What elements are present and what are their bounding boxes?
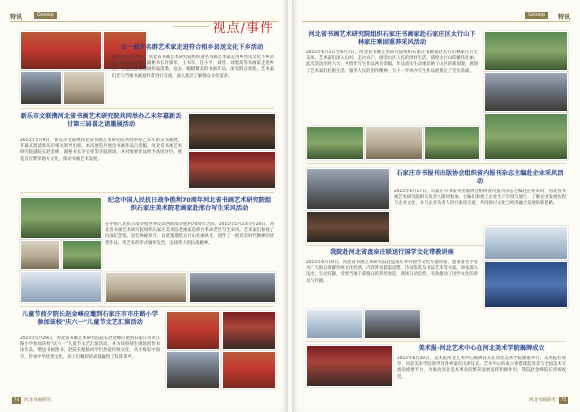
article1-photo-3 xyxy=(20,71,62,105)
article7-photo-4 xyxy=(364,309,421,339)
article8-photo-1 xyxy=(306,345,393,387)
article5-photo-2 xyxy=(484,72,568,112)
article4-photo-4 xyxy=(222,351,276,389)
article3-photo-5 xyxy=(105,272,187,303)
article6-title: 石家庄市书报刊出版协会组织省内报刊杂志主编赴企业采风活动 xyxy=(396,170,564,185)
right-header-bar xyxy=(302,12,570,22)
page-title: 视点/事件 xyxy=(213,17,274,36)
article5-title: 河北省书画艺术研究院组织石家庄书画家赴石家庄区太行山下林家庄乘固重养采风活动 xyxy=(308,31,476,46)
article5-photo-3 xyxy=(306,126,364,160)
right-section-label: 特讯 xyxy=(557,14,570,21)
article2-body: 2015年5月9日，新乐市文联携河北省书画艺术研究院共同举办乙未年新乐书画展，开幕式邀请新乐市相关领导出席。本次展览共展出书画作品百余幅，河北省书画艺术研究院副院长赵金峰、副秘书长李宝祥等亲临现场，并对参展作品给予高度评价，展览旨在繁荣地方文化，推动书画艺术发展。 xyxy=(20,138,182,162)
article7-photo-3 xyxy=(306,309,363,339)
article2-title: 新乐市文联携河北省书画艺术研究院共同举办乙未年嘉新丢甘第三届喜之诸墨展活动 xyxy=(20,113,182,128)
article4-title: 儿童节前夕院长赵金峰应邀到石家庄市市庄路小学参加该校"庆六一"儿童节文艺汇演活动 xyxy=(21,311,159,326)
article5-photo-5 xyxy=(424,126,480,160)
divider-4 xyxy=(306,163,566,164)
article8-body: 2015年6月20日，美术报河北艺术中心揭牌仪式在河北美术学院隆重举行。美术报社领导、河北美术学院领导及各界嘉宾出席仪式。艺术中心的成立将搭建起河北与全国美术交流的重要平台，为推动河北美术事业的繁荣发展发挥积极作用，我院赵金峰院长到场祝贺。 xyxy=(397,356,566,380)
article4-photo-1 xyxy=(166,311,220,350)
article1-photo-4 xyxy=(63,71,105,105)
article3-photo-6 xyxy=(189,272,276,303)
left-page-number: 74 xyxy=(13,398,20,403)
article8-title: 美术报·河北艺术中心在河北美术学院揭牌成立 xyxy=(418,345,545,352)
article6-photo-1 xyxy=(306,168,390,210)
article5-photo-4 xyxy=(365,126,423,160)
article3-photo-2 xyxy=(20,240,60,270)
article3-photo-4 xyxy=(20,271,102,303)
right-section-tag: Gossip xyxy=(525,12,548,19)
article5-photo-1 xyxy=(484,31,568,71)
article4-body: 2015年5月29日，河北省书画艺术研究院院长赵金峰应邀到石家庄市市庄路小学参加该校"庆六一"儿童节文艺汇演活动，并为该校师生现场创作书法作品，赠送书画图书。赵院长勉励同学们热爱传统文化，从小练好中国字，传承中华优秀文化，孩子们精彩的表演赢得了阵阵掌声。 xyxy=(20,336,160,360)
article2-photo-2 xyxy=(188,151,276,189)
article2-photo-1 xyxy=(188,113,276,150)
article6-photo-2 xyxy=(306,211,390,243)
divider-3 xyxy=(20,306,274,307)
left-section-tag: Gossip xyxy=(34,12,57,19)
article7-body: 2015年6月19日，河北省书画艺术研究院赴盘泉庄举办国学文化专题讲座，邀请著名学者为广大群众讲解传统文化经典，内容涉及儒家思想、诗词鉴赏及书法艺术等方面。讲座深入浅出，生动有趣，受到当地干部群众的热烈欢迎，现场互动热烈，有效推动了国学文化的普及与传播。 xyxy=(306,260,478,284)
left-footer xyxy=(12,397,51,404)
article3-body: 在中国人民抗日战争暨世界反法西斯战争胜利70周年之际，2015年5月23日至24日，河北省书画艺术研究院组织石家庄美术院老画家赴邢台革命老区写生采风。艺术家们参观了抗战纪念馆，追忆峥嵘岁月，以笔墨描绘太行山壮丽风光，创作了一批具有时代精神的优秀作品，用艺术的形式缅怀先烈，弘扬伟大的抗战精神。 xyxy=(105,222,274,246)
divider-2 xyxy=(20,192,274,193)
article5-photo-6 xyxy=(484,113,568,160)
article3-title: 纪念中国人民抗日战争胜利70周年河北省书画艺术研究院组织石家庄美术院老画家赴邢台写生采风活动 xyxy=(107,197,272,212)
article1-body: 2015年4月29日，河北省书画艺术研究院组织著名书画艺术家走进乡县送文化下乡活动。院长赵金峰、副秘书长许旗军、王书军、任小平、刘营、刘增高等书画家走进乡县，为基层群众现场挥毫泼墨，送去一幅幅精美的书画作品，深受群众欢迎。艺术家们还与当地书画爱好者进行交流，深入基层了解群众文化需求。 xyxy=(112,55,274,79)
left-page xyxy=(0,0,288,412)
article7-photo-2 xyxy=(484,261,568,308)
left-footer-text: 河北书画研究 xyxy=(24,398,51,403)
article4-photo-3 xyxy=(166,351,220,389)
divider-1 xyxy=(20,108,274,109)
article7-title: 我院赴河北省盘泉庄联送行国学文化带教讲座 xyxy=(330,249,454,256)
right-page-number: 75 xyxy=(560,398,567,403)
divider-6 xyxy=(306,341,566,342)
article3-photo-1 xyxy=(20,197,102,239)
right-page xyxy=(292,0,580,412)
article7-photo-1 xyxy=(484,226,568,260)
right-footer-text: 河北书画研究 xyxy=(529,398,556,403)
article3-photo-3 xyxy=(62,240,102,270)
article1-title: 五一前夕名群艺术家走进符合相乡县送文化下乡活动 xyxy=(120,44,264,51)
right-footer xyxy=(529,397,568,404)
left-section-label: 特讯 xyxy=(10,14,23,21)
article1-photo-1 xyxy=(20,31,102,70)
article5-body: 2015年6月2日至6月7日，河北省书画艺术研究院组织石家庄书画家赴太行山林家庄写生采风。艺术家们深入山村，走访农户，感受山区人民的淳朴生活，描绘太行山的雄伟壮丽。此次活动历时六天，共创作写生作品两百余幅，作品真实生动地反映了山区的新面貌，展现了艺术家们扎根生活、服务人民的创作精神，为下一步举办写生作品展奠定了坚实基础。 xyxy=(306,50,478,74)
article4-photo-2 xyxy=(222,311,276,350)
article6-body: 2015年6月17日，石家庄市书报刊出版协会组织省内报刊杂志主编赴企业采风，河北省书画艺术研究院相关负责人随同参加。主编们参观了企业生产车间与展厅，了解企业发展历程与企业文化，并与企业负责人进行座谈交流，共同探讨文化与经济融合发展的新思路。 xyxy=(394,189,566,207)
